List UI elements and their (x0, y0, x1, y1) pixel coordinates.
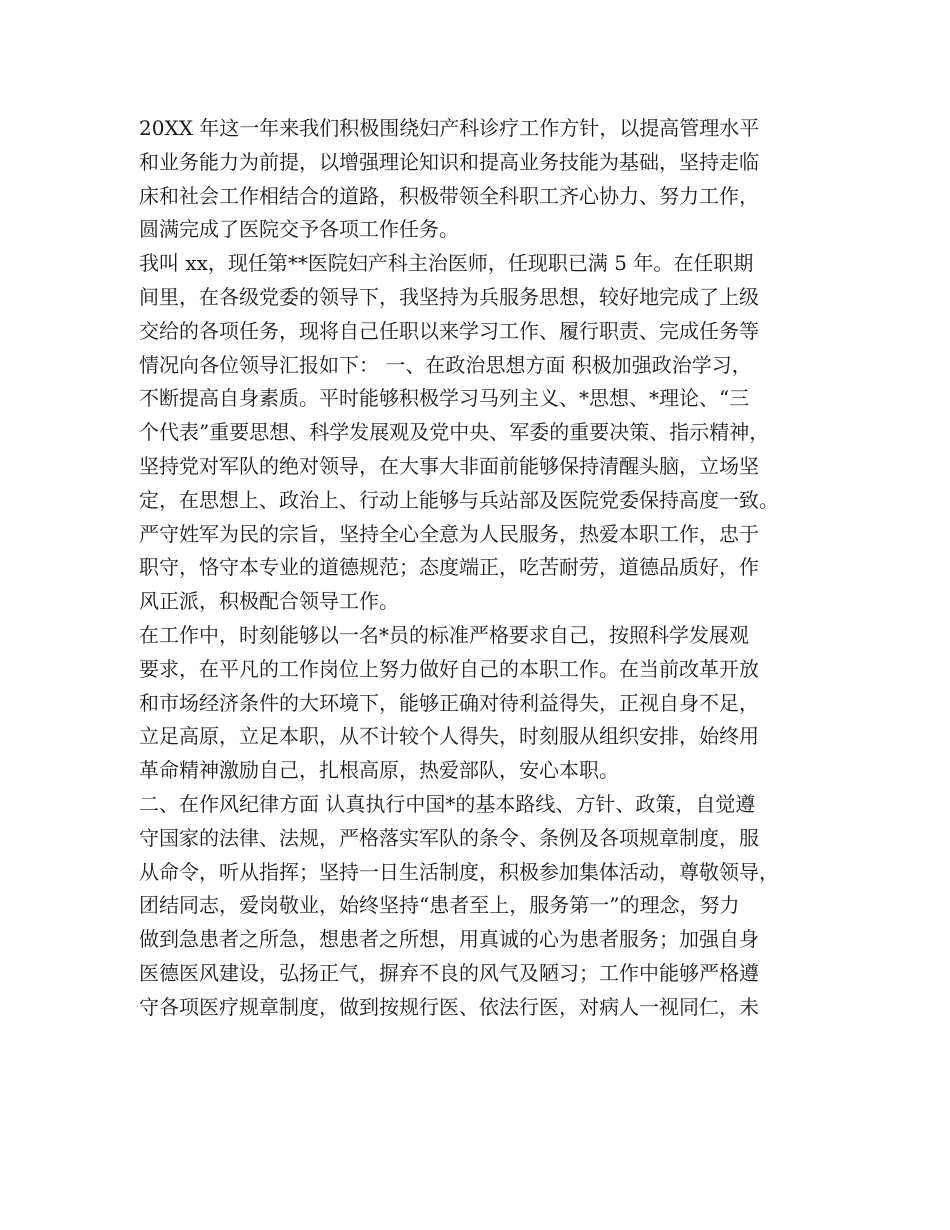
document-body (139, 112, 839, 1025)
text-line: 要求，在平凡的工作岗位上努力做好自己的本职工作。在当前改革开放 (139, 656, 759, 681)
text-line: 圆满完成了医院交予各项工作任务。 (139, 217, 459, 242)
text-line: 守国家的法律、法规，严格落实军队的条令、条例及各项规章制度，服 (139, 825, 759, 850)
text-line: 革命精神激励自己，扎根高原，热爱部队，安心本职。 (139, 758, 619, 783)
text-line: 做到急患者之所急，想患者之所想，用真诚的心为患者服务；加强自身 (139, 927, 759, 952)
text-line: 团结同志，爱岗敬业，始终坚持“患者至上，服务第一”的理念，努力 (139, 893, 740, 918)
text-line: 床和社会工作相结合的道路，积极带领全科职工齐心协力、努力工作， (139, 183, 759, 208)
text-line: 立足高原，立足本职，从不计较个人得失，时刻服从组织安排，始终用 (139, 724, 759, 749)
text-line: 不断提高自身素质。平时能够积极学习马列主义、*思想、*理论、“三 (139, 386, 750, 411)
text-line: 从命令，听从指挥；坚持一日生活制度，积极参加集体活动，尊敬领导， (139, 859, 779, 884)
text-line: 在工作中，时刻能够以一名*员的标准严格要求自己，按照科学发展观 (139, 622, 749, 647)
text-line: 20XX 年这一年来我们积极围绕妇产科诊疗工作方针，以提高管理水平 (139, 116, 760, 140)
text-line: 定，在思想上、政治上、行动上能够与兵站部及医院党委保持高度一致。 (139, 487, 779, 512)
text-line: 医德医风建设，弘扬正气，摒弃不良的风气及陋习；工作中能够严格遵 (139, 960, 759, 985)
text-line: 间里，在各级党委的领导下，我坚持为兵服务思想，较好地完成了上级 (139, 284, 759, 309)
text-line: 职守，恪守本专业的道德规范；态度端正，吃苦耐劳，道德品质好，作 (139, 555, 759, 580)
text-line: 交给的各项任务，现将自己任职以来学习工作、履行职责、完成任务等 (139, 318, 759, 343)
text-line: 我叫 xx，现任第**医院妇产科主治医师，任现职已满 5 年。在任职期 (139, 251, 754, 276)
text-line: 坚持党对军队的绝对领导，在大事大非面前能够保持清醒头脑，立场坚 (139, 453, 759, 478)
text-line: 风正派，积极配合领导工作。 (139, 589, 399, 614)
text-line: 二、在作风纪律方面 认真执行中国*的基本路线、方针、政策，自觉遵 (139, 791, 756, 816)
text-line: 情况向各位领导汇报如下： 一、在政治思想方面 积极加强政治学习， (139, 352, 752, 377)
text-line: 守各项医疗规章制度，做到按规行医、依法行医，对病人一视同仁，未 (139, 994, 759, 1019)
text-line: 严守姓军为民的宗旨，坚持全心全意为人民服务，热爱本职工作，忠于 (139, 521, 759, 546)
text-line: 和市场经济条件的大环境下，能够正确对待利益得失，正视自身不足， (139, 690, 759, 715)
text-line: 和业务能力为前提，以增强理论知识和提高业务技能为基础，坚持走临 (139, 149, 759, 174)
text-line: 个代表”重要思想、科学发展观及党中央、军委的重要决策、指示精神， (139, 420, 770, 445)
